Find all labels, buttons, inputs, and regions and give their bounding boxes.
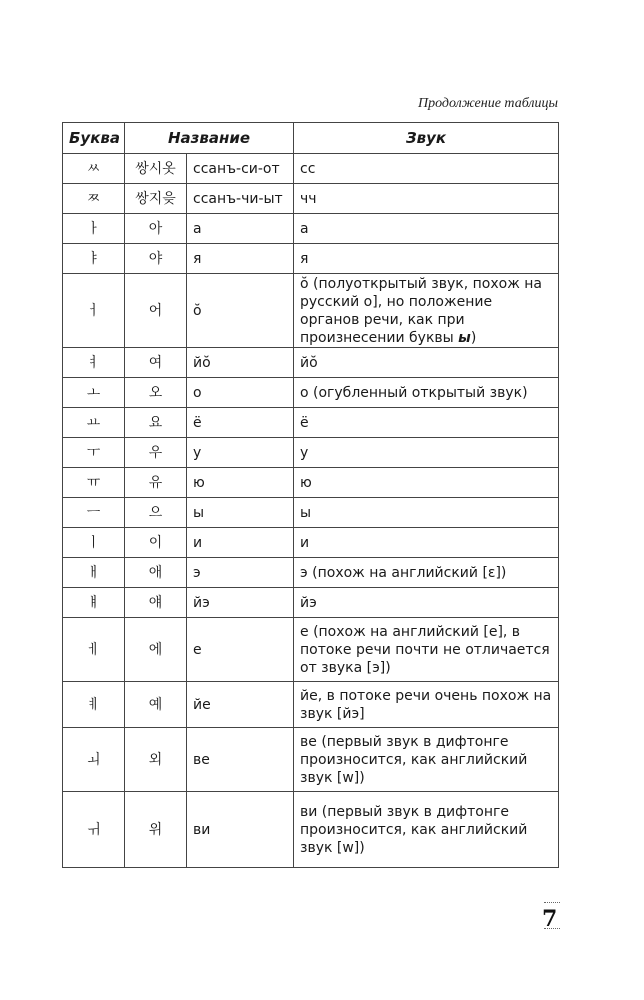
table-continuation-caption: Продолжение таблицы bbox=[417, 96, 558, 111]
letter-cell: ㅟ bbox=[63, 792, 125, 868]
table-row bbox=[63, 528, 559, 558]
letter-cell: ㅏ bbox=[63, 214, 125, 244]
hangul-name-cell: 유 bbox=[125, 468, 187, 498]
sound-text-end: ) bbox=[470, 329, 477, 346]
russian-name-cell: ссанъ-чи-ыт bbox=[187, 184, 294, 214]
sound-cell: ве (первый звук в дифтонге произносится, как английский звук [w]) bbox=[294, 728, 559, 792]
letter-cell: ㅚ bbox=[63, 728, 125, 792]
sound-cell: сс bbox=[294, 154, 559, 184]
sound-cell: ю bbox=[294, 468, 559, 498]
letter-cell: ㅡ bbox=[63, 498, 125, 528]
sound-cell: ё bbox=[294, 408, 559, 438]
russian-name-cell: ы bbox=[187, 498, 294, 528]
russian-name-cell: я bbox=[187, 244, 294, 274]
russian-name-cell: ю bbox=[187, 468, 294, 498]
russian-name-cell: ви bbox=[187, 792, 294, 868]
hangul-name-cell: 쌍지읒 bbox=[125, 184, 187, 214]
table-header-row bbox=[63, 123, 559, 154]
letter-cell: ㅖ bbox=[63, 682, 125, 728]
table-row bbox=[63, 348, 559, 378]
russian-name-cell: йе bbox=[187, 682, 294, 728]
russian-name-cell: ŏ bbox=[187, 274, 294, 348]
sound-cell bbox=[294, 274, 559, 348]
letter-cell: ㅕ bbox=[63, 348, 125, 378]
table-row bbox=[63, 274, 559, 348]
letter-cell: ㅣ bbox=[63, 528, 125, 558]
letter-cell: ㅆ bbox=[63, 154, 125, 184]
header-letter: Буква bbox=[63, 123, 125, 154]
letter-cell: ㅑ bbox=[63, 244, 125, 274]
hangul-name-cell: 예 bbox=[125, 682, 187, 728]
hangul-name-cell: 위 bbox=[125, 792, 187, 868]
hangul-name-cell: 요 bbox=[125, 408, 187, 438]
table-row bbox=[63, 378, 559, 408]
table-row bbox=[63, 438, 559, 468]
russian-name-cell: йэ bbox=[187, 588, 294, 618]
table-row bbox=[63, 558, 559, 588]
hangul-name-cell: 여 bbox=[125, 348, 187, 378]
table-row bbox=[63, 588, 559, 618]
letter-cell: ㅒ bbox=[63, 588, 125, 618]
table-row bbox=[63, 214, 559, 244]
letter-cell: ㅠ bbox=[63, 468, 125, 498]
russian-name-cell: э bbox=[187, 558, 294, 588]
table-row bbox=[63, 618, 559, 682]
hangul-name-cell: 우 bbox=[125, 438, 187, 468]
sound-cell: ы bbox=[294, 498, 559, 528]
russian-name-cell: ве bbox=[187, 728, 294, 792]
sound-cell: я bbox=[294, 244, 559, 274]
russian-name-cell: о bbox=[187, 378, 294, 408]
letter-cell: ㅜ bbox=[63, 438, 125, 468]
hangul-name-cell: 쌍시옷 bbox=[125, 154, 187, 184]
russian-name-cell: у bbox=[187, 438, 294, 468]
header-name: Название bbox=[125, 123, 294, 154]
crop-mark-top bbox=[544, 902, 560, 905]
sound-cell: о (огубленный открытый звук) bbox=[294, 378, 559, 408]
table-row bbox=[63, 498, 559, 528]
header-sound: Звук bbox=[294, 123, 559, 154]
letter-cell: ㅛ bbox=[63, 408, 125, 438]
hangul-name-cell: 으 bbox=[125, 498, 187, 528]
sound-text: ŏ (полуоткрытый звук, похож на русский о], но положение органов речи, как при произнесении буквы bbox=[300, 275, 543, 346]
russian-name-cell: ё bbox=[187, 408, 294, 438]
page-number: 7 bbox=[542, 906, 558, 932]
sound-cell: е (похож на английский [е], в потоке речи почти не отличается от звука [э]) bbox=[294, 618, 559, 682]
sound-cell: йе, в потоке речи очень похож на звук [йэ] bbox=[294, 682, 559, 728]
sound-cell: э (похож на английский [ɛ]) bbox=[294, 558, 559, 588]
sound-cell: а bbox=[294, 214, 559, 244]
table-row bbox=[63, 728, 559, 792]
letter-cell: ㅐ bbox=[63, 558, 125, 588]
sound-cell: йŏ bbox=[294, 348, 559, 378]
hangul-name-cell: 오 bbox=[125, 378, 187, 408]
sound-cell: ви (первый звук в дифтонге произносится, как английский звук [w]) bbox=[294, 792, 559, 868]
sound-cell: у bbox=[294, 438, 559, 468]
sound-cell: чч bbox=[294, 184, 559, 214]
hangul-name-cell: 야 bbox=[125, 244, 187, 274]
russian-name-cell: и bbox=[187, 528, 294, 558]
russian-name-cell: е bbox=[187, 618, 294, 682]
hangul-name-cell: 얘 bbox=[125, 588, 187, 618]
letter-cell: ㅓ bbox=[63, 274, 125, 348]
sound-cell: и bbox=[294, 528, 559, 558]
hangul-name-cell: 어 bbox=[125, 274, 187, 348]
table-row bbox=[63, 682, 559, 728]
crop-mark-bottom bbox=[544, 928, 560, 931]
hangul-vowels-table bbox=[62, 122, 559, 868]
hangul-name-cell: 아 bbox=[125, 214, 187, 244]
table-row bbox=[63, 184, 559, 214]
sound-cell: йэ bbox=[294, 588, 559, 618]
hangul-name-cell: 에 bbox=[125, 618, 187, 682]
russian-name-cell: ссанъ-си-от bbox=[187, 154, 294, 184]
hangul-name-cell: 외 bbox=[125, 728, 187, 792]
table-row bbox=[63, 468, 559, 498]
table-row bbox=[63, 244, 559, 274]
table-row bbox=[63, 154, 559, 184]
letter-cell: ㅗ bbox=[63, 378, 125, 408]
hangul-name-cell: 이 bbox=[125, 528, 187, 558]
russian-name-cell: а bbox=[187, 214, 294, 244]
hangul-name-cell: 애 bbox=[125, 558, 187, 588]
letter-cell: ㅔ bbox=[63, 618, 125, 682]
letter-cell: ㅉ bbox=[63, 184, 125, 214]
russian-name-cell: йŏ bbox=[187, 348, 294, 378]
table-row bbox=[63, 408, 559, 438]
table-row bbox=[63, 792, 559, 868]
sound-bold-letter: ы bbox=[458, 329, 471, 346]
